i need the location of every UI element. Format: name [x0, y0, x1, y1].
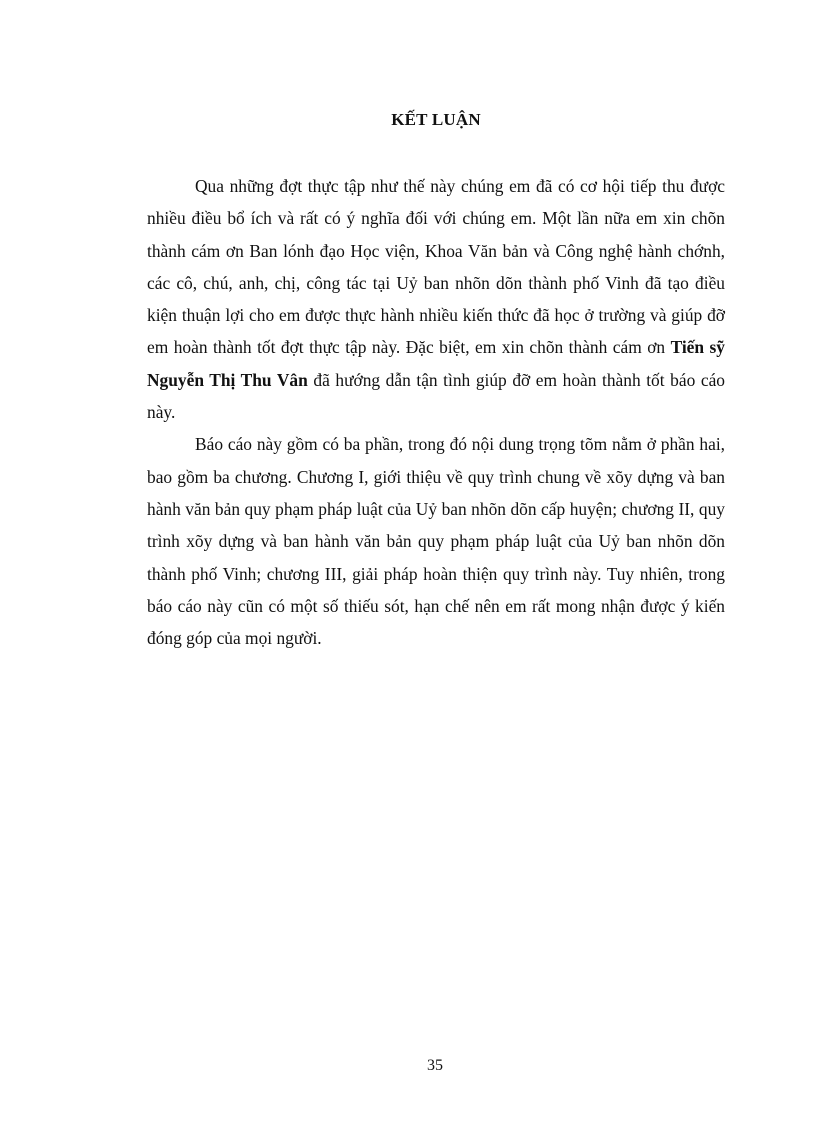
supervisor-name: Tiến sỹ Nguyễn Thị Thu Vân — [147, 337, 725, 390]
page-title: KẾT LUẬN — [391, 110, 481, 129]
paragraph-1-text-before: Qua những đợt thực tập như thế này chúng em đã có cơ hội tiếp thu được nhiều điều bổ ích và rất có ý nghĩa đối với chúng em. Một lần nữa em xin chõn thành cám ơn Ban lónh đạo Học viện, Khoa Văn bản và Công nghệ hành chớnh, các cô, chú, anh, chị, công tác tại Uỷ ban nhõn dõn thành phố Vinh đã tạo điều kiện thuận lợi cho em được thực hành nhiều kiến thức đã học ở trường và giúp đỡ em hoàn thành tốt đợt thực tập này. Đặc biệt, em xin chõn thành cám ơn — [147, 176, 725, 358]
body-text — [147, 170, 725, 654]
page-number: 35 — [427, 1057, 443, 1074]
paragraph-report-summary: Báo cáo này gồm có ba phần, trong đó nội dung trọng tõm nằm ở phần hai, bao gồm ba chương. Chương I, giới thiệu về quy trình chung về xõy dựng và ban hành văn bản quy phạm pháp luật của Uỷ ban nhõn dõn cấp huyện; chương II, quy trình xõy dựng và ban hành văn bản quy phạm pháp luật của Uỷ ban nhõn dõn thành phố Vinh; chương III, giải pháp hoàn thiện quy trình này. Tuy nhiên, trong báo cáo này cũn có một số thiếu sót, hạn chế nên em rất mong nhận được ý kiến đóng góp của mọi người. — [147, 434, 725, 649]
paragraph-1-text-after: đã hướng dẫn tận tình giúp đỡ em hoàn thành tốt báo cáo này. — [147, 369, 725, 423]
paragraph-acknowledgement — [147, 170, 725, 428]
